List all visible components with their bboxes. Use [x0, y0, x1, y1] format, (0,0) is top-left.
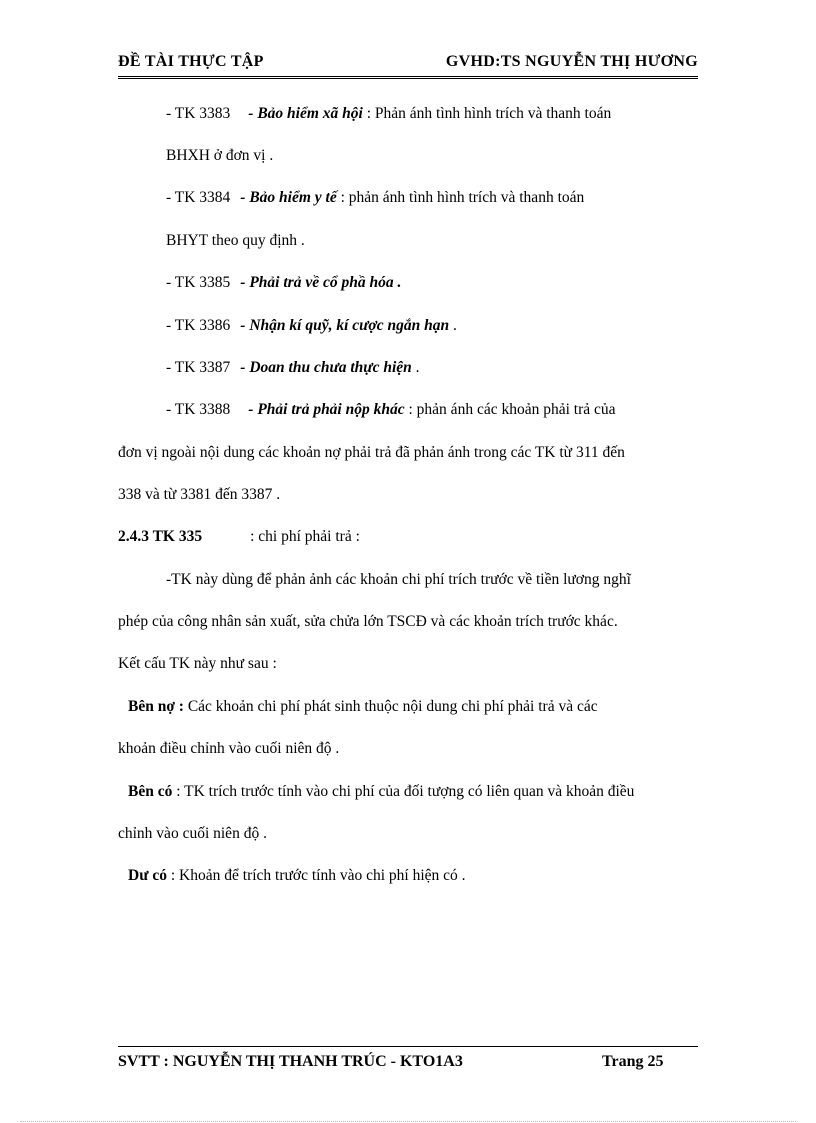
line-ket-cau: Kết cấu TK này như sau :	[118, 655, 277, 672]
line-bhyt: BHYT theo quy định .	[166, 232, 305, 249]
line-tk3383: - TK 3383 - Bảo hiểm xã hội : Phản ánh tình hình trích và thanh toán	[166, 105, 612, 122]
line-tk3385: - TK 3385 - Phải trả về cổ phầ hóa .	[166, 274, 402, 291]
line-tk3386: - TK 3386 - Nhận kí quỹ, kí cược ngắn hạn .	[166, 317, 457, 334]
line-tk3388: - TK 3388 - Phải trả phải nộp khác : phản ánh các khoản phải trả của	[166, 401, 616, 418]
header-advisor: GVHD:TS NGUYỄN THỊ HƯƠNG	[445, 53, 698, 70]
section-heading-tk335: 2.4.3 TK 335 : chi phí phải trả :	[118, 528, 360, 545]
line-tu-3381: 338 và từ 3381 đến 3387 .	[118, 486, 281, 503]
header-rule	[118, 76, 698, 79]
header-title: ĐỀ TÀI THỰC TẬP	[118, 53, 264, 70]
line-noi-dung: đơn vị ngoài nội dung các khoản nợ phải trả đã phản ánh trong các TK từ 311 đến	[118, 444, 625, 461]
line-bhxh: BHXH ở đơn vị .	[166, 147, 274, 164]
line-ben-co: Bên có : TK trích trước tính vào chi phí của đối tượng có liên quan và khoản điều	[128, 783, 635, 800]
page-number: Trang 25	[602, 1053, 664, 1070]
line-du-co: Dư có : Khoản để trích trước tính vào chi phí hiện có .	[128, 867, 466, 884]
line-ben-no: Bên nợ : Các khoản chi phí phát sinh thuộc nội dung chi phí phải trả và các	[128, 698, 598, 715]
page-edge	[20, 1121, 796, 1122]
line-tk3384: - TK 3384 - Bảo hiểm y tế : phản ánh tình hình trích và thanh toán	[166, 189, 585, 206]
line-chinh-vao: chỉnh vào cuối niên độ .	[118, 825, 267, 842]
line-tk-nay-dung: -TK này dùng để phản ảnh các khoản chi phí trích trước về tiền lương nghĩ	[166, 571, 631, 588]
line-phep: phép của công nhân sản xuất, sửa chửa lớn TSCĐ và các khoản trích trước khác.	[118, 613, 618, 630]
footer-student: SVTT : NGUYỄN THỊ THANH TRÚC - KTO1A3	[118, 1053, 463, 1070]
footer-rule	[118, 1046, 698, 1047]
line-khoan-dieu-chinh: khoản điều chỉnh vào cuối niên độ .	[118, 740, 340, 757]
line-tk3387: - TK 3387 - Doan thu chưa thực hiện .	[166, 359, 420, 376]
